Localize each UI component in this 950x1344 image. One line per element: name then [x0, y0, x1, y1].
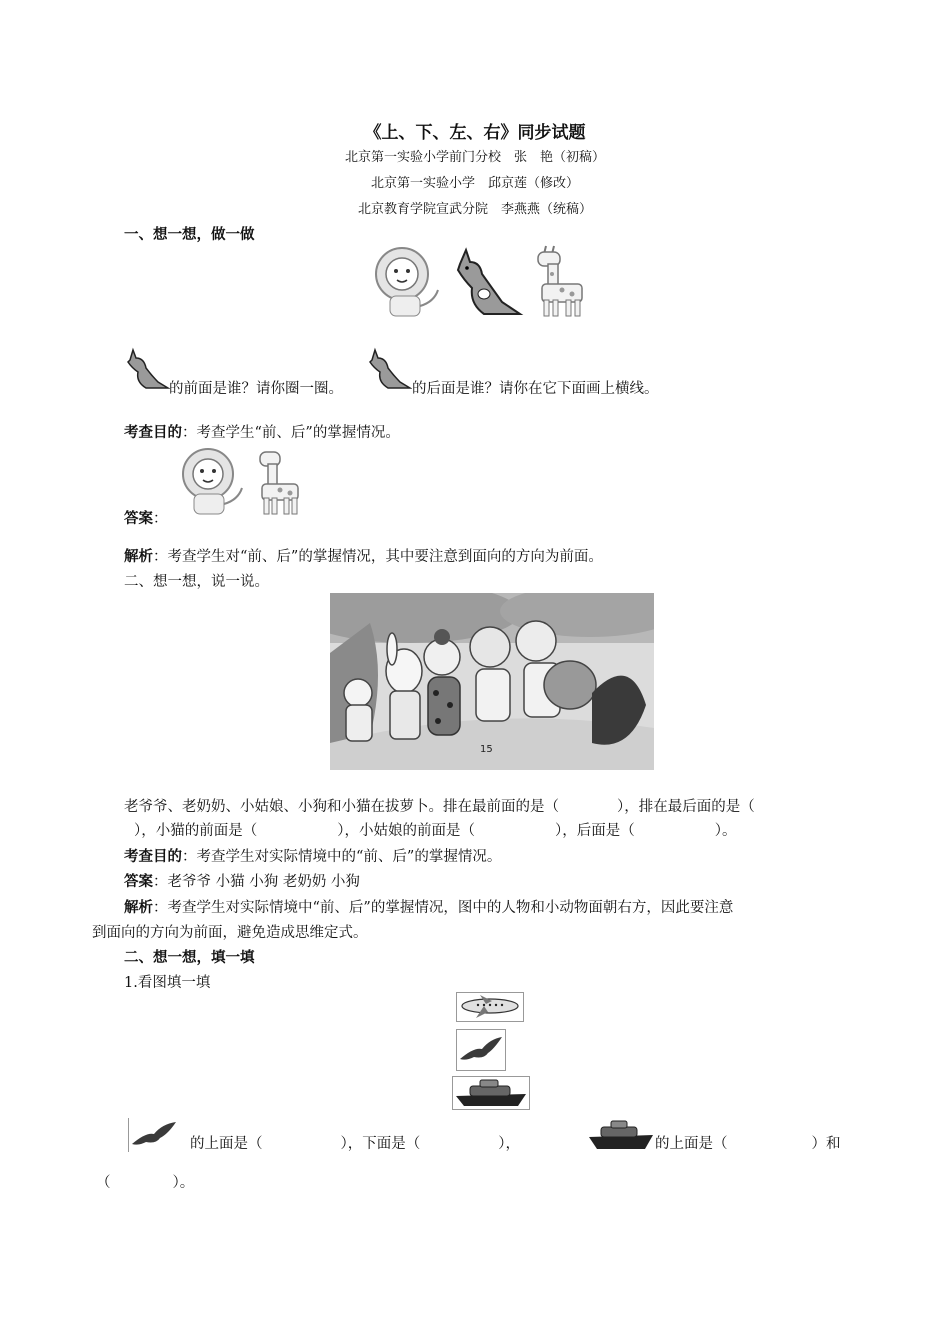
lion-giraffe-icon	[176, 446, 312, 516]
q3-c: ），	[498, 1136, 520, 1152]
analysis-text: ：考查学生对“前、后”的掌握情况，其中要注意到面向的方向为前面。	[153, 549, 603, 565]
pulling-radish-scene-icon	[330, 593, 654, 770]
q2-line2-a: ），小猫的前面是（	[134, 823, 258, 839]
analysis-label: 解析	[124, 549, 153, 565]
analysis-1	[124, 546, 603, 568]
q2-line2-c: ），后面是（	[555, 823, 635, 839]
answer-label: 答案	[124, 511, 153, 527]
ship-icon-inline	[587, 1117, 655, 1153]
section-3-sub: 1.看图填一填	[124, 975, 211, 991]
kangaroo-icon-2	[366, 346, 412, 392]
answer-2-text: ：老爷爷 小猫 小狗 老奶奶 小狗	[153, 874, 360, 890]
image-page-number: 15	[480, 744, 493, 755]
eagle-icon-inline	[128, 1118, 180, 1152]
animals-row-image	[372, 244, 592, 320]
q3-line1	[190, 1133, 520, 1155]
author-line-1: 北京第一实验小学前门分校 张 艳（初稿）	[344, 150, 605, 165]
q3-line1-b	[655, 1133, 841, 1155]
analysis-2-label: 解析	[124, 900, 153, 916]
q3-a: 的上面是（	[190, 1136, 263, 1152]
ship-icon	[452, 1076, 530, 1110]
aim-2	[124, 846, 501, 868]
section-2-heading: 二、想一想，说一说。	[124, 574, 269, 590]
author-line-3: 北京教育学院宣武分院 李燕燕（统稿）	[357, 202, 592, 217]
q3-d: 的上面是（	[655, 1136, 728, 1152]
answer-2	[124, 871, 360, 893]
aim-text: ：考查学生“前、后”的掌握情况。	[182, 425, 400, 441]
answer-1	[124, 508, 168, 530]
author-line-2: 北京第一实验小学 邱京莲（修改）	[370, 176, 579, 191]
pulling-radish-image	[330, 593, 654, 770]
q3-g: ）。	[172, 1175, 195, 1191]
aim-2-label: 考查目的	[124, 849, 182, 865]
q3-b: ），下面是（	[340, 1136, 421, 1152]
page-title: 《上、下、左、右》同步试题	[364, 123, 586, 143]
answer-2-label: 答案	[124, 874, 153, 890]
kangaroo-icon	[124, 346, 170, 392]
analysis-2	[124, 897, 733, 919]
aim-2-text: ：考查学生对实际情境中的“前、后”的掌握情况。	[182, 849, 502, 865]
answer-colon: ：	[153, 511, 168, 527]
answer-image	[176, 446, 312, 516]
lion-kangaroo-giraffe-icon	[372, 244, 592, 320]
aim-1	[124, 422, 400, 444]
airplane-icon	[456, 992, 524, 1022]
q1-part1: 的前面是谁？请你圈一圈。	[169, 381, 343, 397]
q2-line1: 老爷爷、老奶奶、小姑娘、小狗和小猫在拔萝卜。排在最前面的是（ ），排在最后面的是（	[124, 799, 755, 815]
aim-label: 考查目的	[124, 425, 182, 441]
q2-line2-d: ）。	[714, 823, 737, 839]
q2-line2	[124, 820, 737, 842]
section-3-heading: 二、想一想，填一填	[124, 950, 255, 966]
q2-line2-b: ），小姑娘的前面是（	[337, 823, 475, 839]
q3-line2	[96, 1172, 194, 1194]
analysis-2-line1: ：考查学生对实际情境中“前、后”的掌握情况，图中的人物和小动物面朝右方，因此要注意	[153, 900, 734, 916]
analysis-2-line2: 到面向的方向为前面，避免造成思维定式。	[92, 925, 368, 941]
eagle-icon	[456, 1029, 506, 1071]
q3-e: ）和	[811, 1136, 841, 1152]
section-1-heading: 一、想一想，做一做	[124, 227, 255, 243]
q1-part2: 的后面是谁？请你在它下面画上横线。	[412, 381, 659, 397]
q3-f: （	[96, 1175, 111, 1191]
